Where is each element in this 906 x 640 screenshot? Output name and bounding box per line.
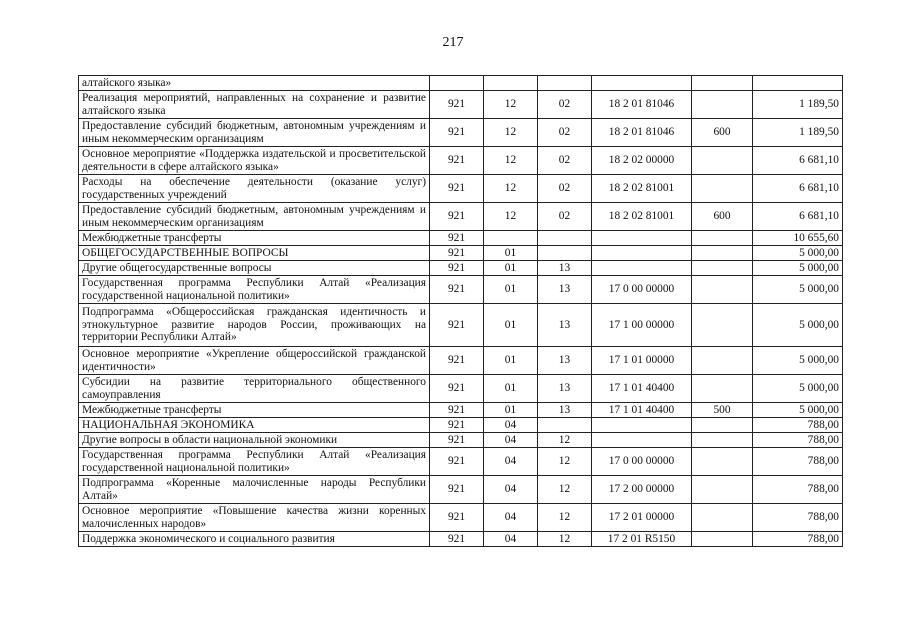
expense-type-code-cell [692, 147, 753, 175]
budget-table [78, 75, 843, 547]
section-code-cell: 04 [484, 418, 538, 433]
subsection-code-cell: 13 [538, 261, 592, 276]
target-article-code-cell: 17 0 00 00000 [592, 448, 692, 476]
subsection-code-cell [538, 418, 592, 433]
amount-cell: 788,00 [753, 476, 843, 504]
target-article-code-cell: 18 2 02 81001 [592, 175, 692, 203]
target-article-code-cell [592, 433, 692, 448]
expense-type-code-cell [692, 231, 753, 246]
table-row [79, 476, 843, 504]
expense-type-code-cell [692, 433, 753, 448]
section-code-cell: 04 [484, 504, 538, 532]
section-code-cell: 04 [484, 448, 538, 476]
amount-cell: 6 681,10 [753, 175, 843, 203]
page-number: 217 [442, 35, 464, 50]
table-row [79, 433, 843, 448]
subsection-code-cell: 02 [538, 175, 592, 203]
row-name-cell: Другие вопросы в области национальной экономики [79, 433, 430, 448]
expense-type-code-cell [692, 375, 753, 403]
target-article-code-cell [592, 246, 692, 261]
amount-cell: 6 681,10 [753, 203, 843, 231]
table-row [79, 261, 843, 276]
table-row [79, 119, 843, 147]
row-name-cell: Подпрограмма «Коренные малочисленные народы Республики Алтай» [79, 476, 430, 504]
table-row [79, 203, 843, 231]
subsection-code-cell: 13 [538, 403, 592, 418]
section-code-cell: 04 [484, 476, 538, 504]
row-name-cell: Межбюджетные трансферты [79, 231, 430, 246]
subsection-code-cell: 13 [538, 347, 592, 375]
row-name-cell: Государственная программа Республики Алтай «Реализация государственной национальной политики» [79, 276, 430, 304]
table-row [79, 403, 843, 418]
row-name-cell: Предоставление субсидий бюджетным, автономным учреждениям и иным некоммерческим организациям [79, 119, 430, 147]
table-row [79, 347, 843, 375]
subsection-code-cell [538, 231, 592, 246]
target-article-code-cell: 18 2 02 81001 [592, 203, 692, 231]
grbs-code-cell: 921 [430, 476, 484, 504]
row-name-cell: Основное мероприятие «Поддержка издательской и просветительской деятельности в сфере алтайского языка» [79, 147, 430, 175]
subsection-code-cell: 12 [538, 504, 592, 532]
section-code-cell: 12 [484, 91, 538, 119]
section-code-cell: 01 [484, 347, 538, 375]
section-code-cell: 01 [484, 375, 538, 403]
amount-cell [753, 76, 843, 91]
subsection-code-cell [538, 246, 592, 261]
grbs-code-cell: 921 [430, 261, 484, 276]
section-code-cell [484, 231, 538, 246]
target-article-code-cell [592, 76, 692, 91]
target-article-code-cell: 17 2 00 00000 [592, 476, 692, 504]
target-article-code-cell: 17 1 01 40400 [592, 403, 692, 418]
target-article-code-cell: 17 0 00 00000 [592, 276, 692, 304]
table-row [79, 504, 843, 532]
grbs-code-cell: 921 [430, 418, 484, 433]
table-row [79, 175, 843, 203]
section-code-cell: 01 [484, 276, 538, 304]
grbs-code-cell: 921 [430, 403, 484, 418]
row-name-cell: Поддержка экономического и социального развития [79, 532, 430, 547]
row-name-cell: Другие общегосударственные вопросы [79, 261, 430, 276]
table-row [79, 76, 843, 91]
target-article-code-cell: 17 1 01 40400 [592, 375, 692, 403]
target-article-code-cell: 17 1 01 00000 [592, 347, 692, 375]
expense-type-code-cell [692, 175, 753, 203]
grbs-code-cell: 921 [430, 175, 484, 203]
subsection-code-cell: 13 [538, 276, 592, 304]
grbs-code-cell: 921 [430, 433, 484, 448]
section-code-cell: 01 [484, 403, 538, 418]
grbs-code-cell: 921 [430, 276, 484, 304]
row-name-cell: алтайского языка» [79, 76, 430, 91]
expense-type-code-cell [692, 532, 753, 547]
row-name-cell: Реализация мероприятий, направленных на сохранение и развитие алтайского языка [79, 91, 430, 119]
row-name-cell: Подпрограмма «Общероссийская гражданская идентичность и этнокультурное развитие народов России, проживающих на территории Республики Алтай» [79, 304, 430, 347]
expense-type-code-cell [692, 304, 753, 347]
target-article-code-cell: 18 2 02 00000 [592, 147, 692, 175]
table-row [79, 532, 843, 547]
grbs-code-cell: 921 [430, 347, 484, 375]
expense-type-code-cell [692, 504, 753, 532]
row-name-cell: Основное мероприятие «Повышение качества жизни коренных малочисленных народов» [79, 504, 430, 532]
subsection-code-cell: 12 [538, 476, 592, 504]
target-article-code-cell: 18 2 01 81046 [592, 91, 692, 119]
row-name-cell: Основное мероприятие «Укрепление общероссийской гражданской идентичности» [79, 347, 430, 375]
grbs-code-cell [430, 76, 484, 91]
table-row [79, 147, 843, 175]
row-name-cell: Государственная программа Республики Алтай «Реализация государственной национальной политики» [79, 448, 430, 476]
table-row [79, 418, 843, 433]
table-row [79, 448, 843, 476]
expense-type-code-cell [692, 476, 753, 504]
expense-type-code-cell [692, 418, 753, 433]
expense-type-code-cell: 500 [692, 403, 753, 418]
target-article-code-cell: 17 2 01 00000 [592, 504, 692, 532]
grbs-code-cell: 921 [430, 203, 484, 231]
table-row [79, 91, 843, 119]
section-code-cell [484, 76, 538, 91]
grbs-code-cell: 921 [430, 375, 484, 403]
row-name-cell: Субсидии на развитие территориального общественного самоуправления [79, 375, 430, 403]
subsection-code-cell [538, 76, 592, 91]
section-code-cell: 04 [484, 532, 538, 547]
expense-type-code-cell: 600 [692, 203, 753, 231]
target-article-code-cell: 17 1 00 00000 [592, 304, 692, 347]
row-name-cell: Предоставление субсидий бюджетным, автономным учреждениям и иным некоммерческим организациям [79, 203, 430, 231]
amount-cell: 788,00 [753, 433, 843, 448]
grbs-code-cell: 921 [430, 231, 484, 246]
amount-cell: 5 000,00 [753, 261, 843, 276]
grbs-code-cell: 921 [430, 147, 484, 175]
row-name-cell: Расходы на обеспечение деятельности (оказание услуг) государственных учреждений [79, 175, 430, 203]
section-code-cell: 01 [484, 261, 538, 276]
subsection-code-cell: 02 [538, 91, 592, 119]
table-row [79, 276, 843, 304]
subsection-code-cell: 13 [538, 375, 592, 403]
amount-cell: 1 189,50 [753, 119, 843, 147]
table-row [79, 231, 843, 246]
amount-cell: 1 189,50 [753, 91, 843, 119]
grbs-code-cell: 921 [430, 304, 484, 347]
subsection-code-cell: 12 [538, 532, 592, 547]
target-article-code-cell [592, 231, 692, 246]
section-code-cell: 01 [484, 246, 538, 261]
section-code-cell: 04 [484, 433, 538, 448]
table-row [79, 304, 843, 347]
grbs-code-cell: 921 [430, 448, 484, 476]
expense-type-code-cell [692, 246, 753, 261]
amount-cell: 788,00 [753, 504, 843, 532]
amount-cell: 788,00 [753, 532, 843, 547]
expense-type-code-cell [692, 347, 753, 375]
subsection-code-cell: 02 [538, 203, 592, 231]
row-name-cell: ОБЩЕГОСУДАРСТВЕННЫЕ ВОПРОСЫ [79, 246, 430, 261]
amount-cell: 5 000,00 [753, 347, 843, 375]
section-code-cell: 01 [484, 304, 538, 347]
row-name-cell: НАЦИОНАЛЬНАЯ ЭКОНОМИКА [79, 418, 430, 433]
subsection-code-cell: 12 [538, 448, 592, 476]
amount-cell: 788,00 [753, 418, 843, 433]
amount-cell: 5 000,00 [753, 246, 843, 261]
target-article-code-cell [592, 261, 692, 276]
amount-cell: 5 000,00 [753, 403, 843, 418]
table-row [79, 375, 843, 403]
subsection-code-cell: 02 [538, 119, 592, 147]
subsection-code-cell: 13 [538, 304, 592, 347]
grbs-code-cell: 921 [430, 91, 484, 119]
subsection-code-cell: 12 [538, 433, 592, 448]
section-code-cell: 12 [484, 119, 538, 147]
expense-type-code-cell [692, 91, 753, 119]
amount-cell: 6 681,10 [753, 147, 843, 175]
target-article-code-cell [592, 418, 692, 433]
grbs-code-cell: 921 [430, 504, 484, 532]
amount-cell: 5 000,00 [753, 375, 843, 403]
amount-cell: 5 000,00 [753, 304, 843, 347]
table-row [79, 246, 843, 261]
row-name-cell: Межбюджетные трансферты [79, 403, 430, 418]
expense-type-code-cell [692, 276, 753, 304]
subsection-code-cell: 02 [538, 147, 592, 175]
expense-type-code-cell [692, 448, 753, 476]
grbs-code-cell: 921 [430, 532, 484, 547]
section-code-cell: 12 [484, 147, 538, 175]
expense-type-code-cell: 600 [692, 119, 753, 147]
target-article-code-cell: 17 2 01 R5150 [592, 532, 692, 547]
amount-cell: 10 655,60 [753, 231, 843, 246]
expense-type-code-cell [692, 261, 753, 276]
section-code-cell: 12 [484, 175, 538, 203]
section-code-cell: 12 [484, 203, 538, 231]
expense-type-code-cell [692, 76, 753, 91]
target-article-code-cell: 18 2 01 81046 [592, 119, 692, 147]
grbs-code-cell: 921 [430, 119, 484, 147]
amount-cell: 5 000,00 [753, 276, 843, 304]
amount-cell: 788,00 [753, 448, 843, 476]
grbs-code-cell: 921 [430, 246, 484, 261]
